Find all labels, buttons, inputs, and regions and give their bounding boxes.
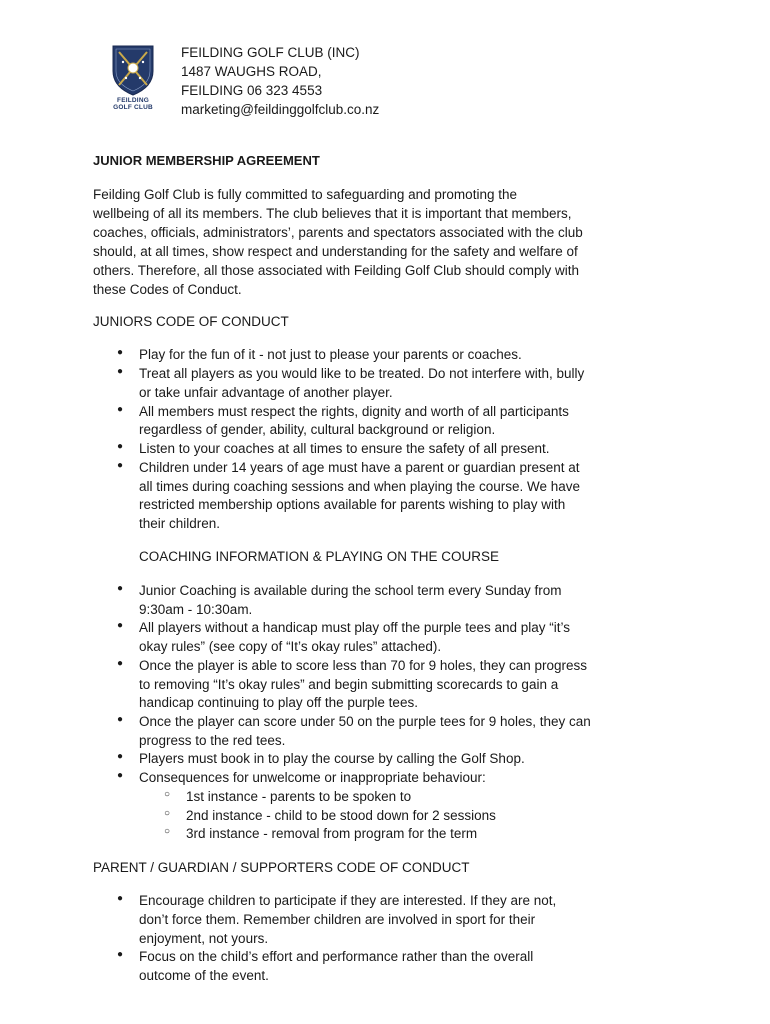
address-line: 1487 WAUGHS ROAD, (181, 64, 322, 79)
bullet-icon: ● (116, 714, 124, 725)
email-link[interactable]: marketing@feildinggolfclub.co.nz (181, 102, 380, 117)
address-line: FEILDING 06 323 4553 (181, 83, 323, 98)
club-address (181, 43, 379, 119)
list-item-continued: handicap continuing to play off the purple tees. (139, 695, 418, 710)
list-item-continued: regardless of gender, ability, cultural background or religion. (139, 422, 496, 437)
document-title: JUNIOR MEMBERSHIP AGREEMENT (93, 153, 320, 168)
list-item: Players must book in to play the course by calling the Golf Shop. (139, 751, 525, 766)
list-item: Treat all players as you would like to be treated. Do not interfere with, bully (139, 366, 585, 381)
list-item-continued: progress to the red tees. (139, 733, 286, 748)
list-item: All players without a handicap must play off the purple tees and play “it’s (139, 620, 570, 635)
bullet-icon: ● (116, 347, 124, 358)
list-item-continued: outcome of the event. (139, 968, 269, 983)
bullet-icon: ● (116, 404, 124, 415)
circle-bullet-icon: ○ (163, 826, 171, 837)
intro-line: coaches, officials, administrators’, parents and spectators associated with the club (93, 225, 583, 240)
coaching-heading: COACHING INFORMATION & PLAYING ON THE COURSE (139, 549, 500, 564)
list-item-continued: 9:30am - 10:30am. (139, 602, 253, 617)
intro-line: others. Therefore, all those associated with Feilding Golf Club should comply with (93, 263, 579, 278)
bullet-icon: ● (116, 583, 124, 594)
list-item: Once the player can score under 50 on the purple tees for 9 holes, they can (139, 714, 591, 729)
club-logo (104, 43, 162, 115)
circle-bullet-icon: ○ (163, 789, 171, 800)
intro-paragraph (93, 185, 678, 299)
bullet-icon: ● (116, 441, 124, 452)
bullet-icon: ● (116, 770, 124, 781)
list-item: Focus on the child’s effort and performance rather than the overall (139, 949, 534, 964)
list-item-continued: their children. (139, 516, 221, 531)
shield-icon (104, 43, 162, 97)
list-item: Encourage children to participate if they are interested. If they are not, (139, 893, 557, 908)
address-line: FEILDING GOLF CLUB (INC) (181, 45, 360, 60)
sub-list-item: 3rd instance - removal from program for the term (186, 826, 478, 841)
parents-heading: PARENT / GUARDIAN / SUPPORTERS CODE OF CONDUCT (93, 860, 470, 875)
sub-list-item: 2nd instance - child to be stood down for 2 sessions (186, 808, 496, 823)
intro-line: wellbeing of all its members. The club believes that it is important that members, (93, 206, 572, 221)
circle-bullet-icon: ○ (163, 808, 171, 819)
list-item-continued: restricted membership options available for parents wishing to play with (139, 497, 566, 512)
bullet-icon: ● (116, 366, 124, 377)
juniors-heading: JUNIORS CODE OF CONDUCT (93, 314, 289, 329)
intro-line: should, at all times, show respect and understanding for the safety and welfare of (93, 244, 578, 259)
logo-text-line2: GOLF CLUB (113, 104, 153, 111)
list-item-continued: all times during coaching sessions and when playing the course. We have (139, 479, 581, 494)
list-item-continued: to removing “It’s okay rules” and begin submitting scorecards to gain a (139, 677, 559, 692)
list-item: Children under 14 years of age must have a parent or guardian present at (139, 460, 580, 475)
list-item: All members must respect the rights, dignity and worth of all participants (139, 404, 569, 419)
list-item: Junior Coaching is available during the school term every Sunday from (139, 583, 562, 598)
bullet-icon: ● (116, 893, 124, 904)
list-item-continued: don’t force them. Remember children are involved in sport for their (139, 912, 536, 927)
list-item-continued: or take unfair advantage of another player. (139, 385, 393, 400)
bullet-icon: ● (116, 620, 124, 631)
bullet-icon: ● (116, 460, 124, 471)
bullet-icon: ● (116, 658, 124, 669)
list-item: Play for the fun of it - not just to please your parents or coaches. (139, 347, 522, 362)
list-item: Consequences for unwelcome or inappropriate behaviour: (139, 770, 486, 785)
sub-list-item: 1st instance - parents to be spoken to (186, 789, 412, 804)
list-item: Once the player is able to score less than 70 for 9 holes, they can progress (139, 658, 587, 673)
list-item: Listen to your coaches at all times to ensure the safety of all present. (139, 441, 550, 456)
intro-line: these Codes of Conduct. (93, 282, 242, 297)
list-item-continued: okay rules” (see copy of “It’s okay rules” attached). (139, 639, 442, 654)
bullet-icon: ● (116, 949, 124, 960)
bullet-icon: ● (116, 751, 124, 762)
logo-text-line1: FEILDING (117, 97, 149, 104)
intro-line: Feilding Golf Club is fully committed to safeguarding and promoting the (93, 187, 517, 202)
list-item-continued: enjoyment, not yours. (139, 931, 269, 946)
